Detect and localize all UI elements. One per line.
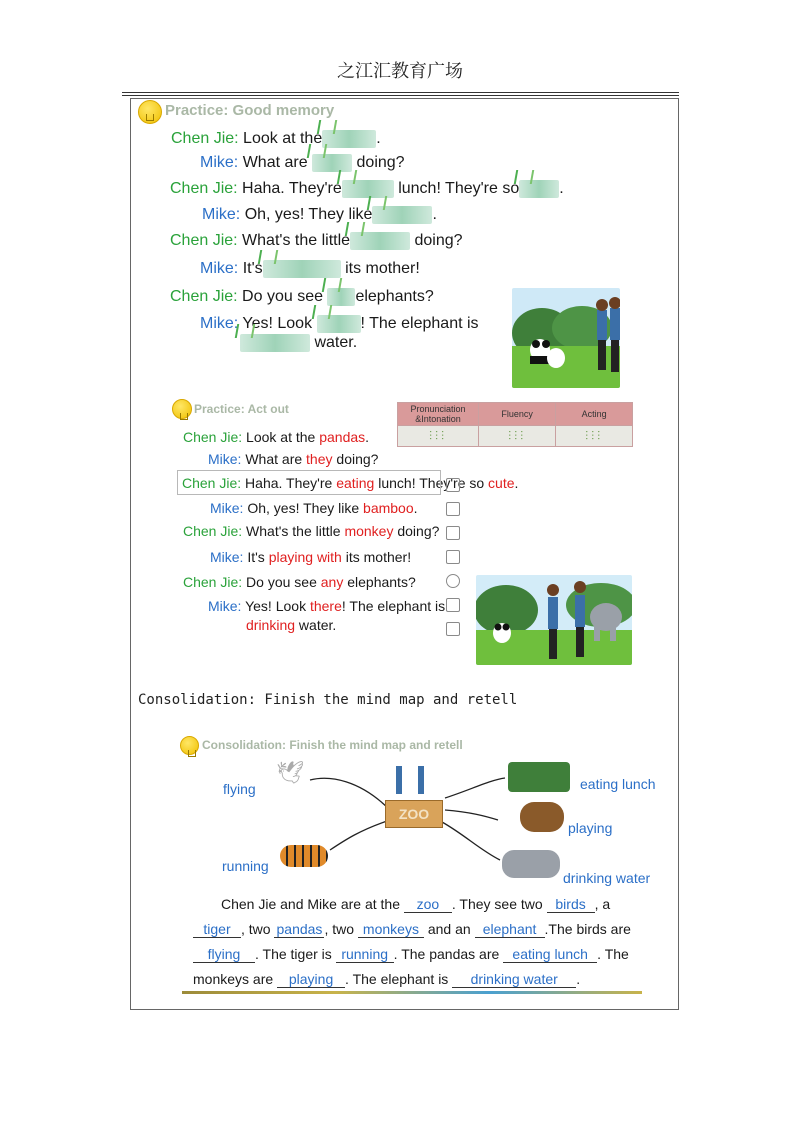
highlight-word: there: [309, 598, 342, 614]
tiger-icon: [280, 845, 328, 867]
rating-table: [397, 402, 633, 447]
speaker-chen-jie: Chen Jie:: [182, 475, 242, 491]
answer-blank[interactable]: drinking water: [452, 971, 576, 988]
bird-icon: 🕊: [276, 760, 304, 785]
line-text: elephants?: [343, 574, 416, 590]
line-text: elephants?: [355, 288, 434, 306]
line-text: .: [514, 475, 519, 491]
line-text: It's: [247, 549, 269, 565]
para-text: . The elephant is: [345, 971, 449, 987]
dialog-line: [202, 206, 437, 224]
table-header: Pronunciation &Intonation: [398, 403, 479, 426]
layers-icon[interactable]: [446, 478, 460, 492]
consolidation-title: Consolidation: Finish the mind map and retell: [202, 738, 463, 752]
line-text: lunch! They're so: [374, 475, 489, 491]
speaker-mike: Mike:: [202, 206, 241, 224]
para-text: monkeys are: [193, 971, 274, 987]
blank-bamboo: [327, 288, 355, 306]
line-text: .: [432, 206, 437, 224]
dialog-line: [170, 288, 434, 306]
speaker-chen-jie: Chen Jie:: [170, 180, 238, 198]
highlight-word: bamboo: [363, 500, 414, 516]
highlight-word: pandas: [319, 429, 366, 445]
dialog-line: [183, 429, 369, 445]
speaker-chen-jie: Chen Jie:: [171, 130, 239, 148]
para-text: Chen Jie and Mike are at the: [221, 896, 400, 912]
zoo-sign: ZOO: [385, 800, 443, 828]
answer-blank[interactable]: zoo: [404, 896, 452, 913]
line-text: doing?: [414, 232, 463, 250]
line-text: What's the little: [242, 232, 351, 250]
para-text: .: [576, 971, 581, 987]
page-header: 之江汇教育广场: [337, 61, 463, 82]
retell-line: [193, 921, 631, 938]
answer-blank[interactable]: flying: [193, 946, 255, 963]
label-eating-lunch: eating lunch: [580, 776, 656, 792]
para-text: .The birds are: [544, 921, 631, 937]
fill-icon[interactable]: [446, 526, 460, 540]
dialog-line: [171, 130, 381, 148]
para-text: , two: [241, 921, 271, 937]
answer-blank[interactable]: playing: [277, 971, 345, 988]
speaker-mike: Mike:: [208, 451, 242, 467]
blank-bamboo: [519, 180, 559, 198]
line-text: its mother!: [341, 549, 412, 565]
highlight-word: monkey: [344, 523, 394, 539]
line-text: What are: [245, 451, 307, 467]
dialog-line: [200, 154, 405, 172]
line-text: What's the little: [246, 523, 345, 539]
shape-icon[interactable]: [446, 550, 460, 564]
retell-line: [193, 971, 580, 988]
zoo-scene-elephant-illustration: [476, 575, 632, 665]
line-text: Look at the: [243, 130, 323, 148]
selection-box[interactable]: [177, 470, 441, 495]
blank-bamboo: [240, 334, 310, 352]
dialog-line: [200, 260, 420, 278]
line-text: Haha. They're: [245, 475, 337, 491]
label-running: running: [222, 858, 269, 874]
table-header: Fluency: [478, 403, 555, 426]
speaker-mike: Mike:: [210, 500, 244, 516]
floating-toolbar: [443, 470, 463, 640]
answer-blank[interactable]: monkeys: [358, 921, 424, 938]
bulb-icon: [172, 399, 192, 419]
dialog-line: [170, 232, 463, 250]
bulb-icon: [138, 100, 162, 124]
speaker-mike: Mike:: [200, 315, 239, 333]
highlight-word: cute: [488, 475, 515, 491]
pandas-icon: [508, 762, 570, 792]
dialog-line: [210, 549, 411, 565]
blank-bamboo: [317, 315, 361, 333]
line-text: ! The elephant is: [360, 315, 479, 333]
line-text: Oh, yes! They like: [247, 500, 364, 516]
line-text: .: [376, 130, 381, 148]
dialog-line: [208, 451, 378, 467]
header-rule: [122, 92, 679, 93]
line-text: ! The elephant is: [341, 598, 446, 614]
line-text: .: [559, 180, 564, 198]
speaker-mike: Mike:: [200, 154, 239, 172]
answer-blank[interactable]: running: [336, 946, 394, 963]
dialog-line: [170, 180, 564, 198]
bulb-icon[interactable]: [446, 574, 460, 588]
dialog-line: [208, 598, 445, 614]
highlight-word: any: [320, 574, 344, 590]
line-text: water.: [295, 617, 337, 633]
answer-blank[interactable]: pandas: [274, 921, 324, 938]
line-text: its mother!: [345, 260, 420, 278]
consolidation-body-text: Consolidation: Finish the mind map and retell: [138, 692, 518, 708]
bottom-accent-bar: [182, 991, 642, 994]
practice-good-memory-title: Practice: Good memory: [165, 102, 335, 119]
child-figure: [418, 766, 424, 794]
pen-icon[interactable]: [446, 502, 460, 516]
dialog-line: [210, 500, 418, 516]
retell-line: [193, 946, 629, 963]
para-text: and an: [427, 921, 471, 937]
answer-blank[interactable]: elephant: [475, 921, 545, 938]
dialog-line: [183, 523, 439, 539]
speaker-chen-jie: Chen Jie:: [183, 429, 243, 445]
table-header: Acting: [556, 403, 633, 426]
highlight-word: eating: [336, 475, 375, 491]
bamboo-rating[interactable]: ⫶⫶⫶: [556, 426, 633, 447]
para-text: . The: [597, 946, 629, 962]
practice-act-out-title: Practice: Act out: [194, 402, 289, 416]
line-text: What are: [242, 154, 308, 172]
line-text: lunch! They're so: [398, 180, 520, 198]
monkeys-icon: [520, 802, 564, 832]
animation-icon[interactable]: [446, 598, 460, 612]
para-text: . The tiger is: [255, 946, 332, 962]
para-text: . The pandas are: [393, 946, 500, 962]
para-text: , two: [324, 921, 355, 937]
line-text: Oh, yes! They like: [244, 206, 373, 224]
bamboo-rating[interactable]: ⫶⫶⫶: [478, 426, 555, 447]
bamboo-rating[interactable]: ⫶⫶⫶: [398, 426, 479, 447]
header-rule-2: [122, 95, 679, 96]
dialog-line: [183, 574, 416, 590]
speaker-mike: Mike:: [200, 260, 239, 278]
line-text: It's: [242, 260, 263, 278]
line-text: Yes! Look: [242, 315, 313, 333]
dialog-line: [246, 617, 336, 633]
speaker-mike: Mike:: [210, 549, 244, 565]
elephant-icon: [502, 850, 560, 878]
line-text: .: [365, 429, 370, 445]
highlight-word: they: [306, 451, 333, 467]
blank-bamboo: [350, 232, 410, 250]
highlight-word: drinking: [246, 617, 296, 633]
speaker-chen-jie: Chen Jie:: [183, 574, 243, 590]
highlight-word: playing with: [268, 549, 342, 565]
dialog-line: [240, 334, 357, 352]
para-text: . They see two: [451, 896, 543, 912]
line-text: Do you see: [242, 288, 323, 306]
speaker-chen-jie: Chen Jie:: [170, 288, 238, 306]
label-playing: playing: [568, 820, 613, 836]
para-text: , a: [594, 896, 611, 912]
child-figure: [396, 766, 402, 794]
line-text: Haha. They're: [242, 180, 342, 198]
transition-icon[interactable]: [446, 622, 460, 636]
label-flying: flying: [223, 781, 256, 797]
line-text: Look at the: [246, 429, 320, 445]
blank-bamboo: [322, 130, 376, 148]
speaker-chen-jie: Chen Jie:: [170, 232, 238, 250]
answer-blank[interactable]: birds: [547, 896, 595, 913]
line-text: .: [413, 500, 418, 516]
speaker-mike: Mike:: [208, 598, 242, 614]
zoo-scene-illustration: [512, 288, 620, 388]
line-text: Yes! Look: [245, 598, 310, 614]
speaker-chen-jie: Chen Jie:: [183, 523, 243, 539]
line-text: water.: [314, 334, 358, 352]
line-text: doing?: [356, 154, 405, 172]
line-text: doing?: [332, 451, 379, 467]
blank-bamboo: [263, 260, 341, 278]
line-text: Do you see: [246, 574, 321, 590]
label-drinking-water: drinking water: [563, 870, 651, 886]
blank-bamboo: [372, 206, 432, 224]
retell-line: [221, 896, 610, 913]
answer-blank[interactable]: tiger: [193, 921, 241, 938]
answer-blank[interactable]: eating lunch: [503, 946, 597, 963]
line-text: doing?: [393, 523, 440, 539]
